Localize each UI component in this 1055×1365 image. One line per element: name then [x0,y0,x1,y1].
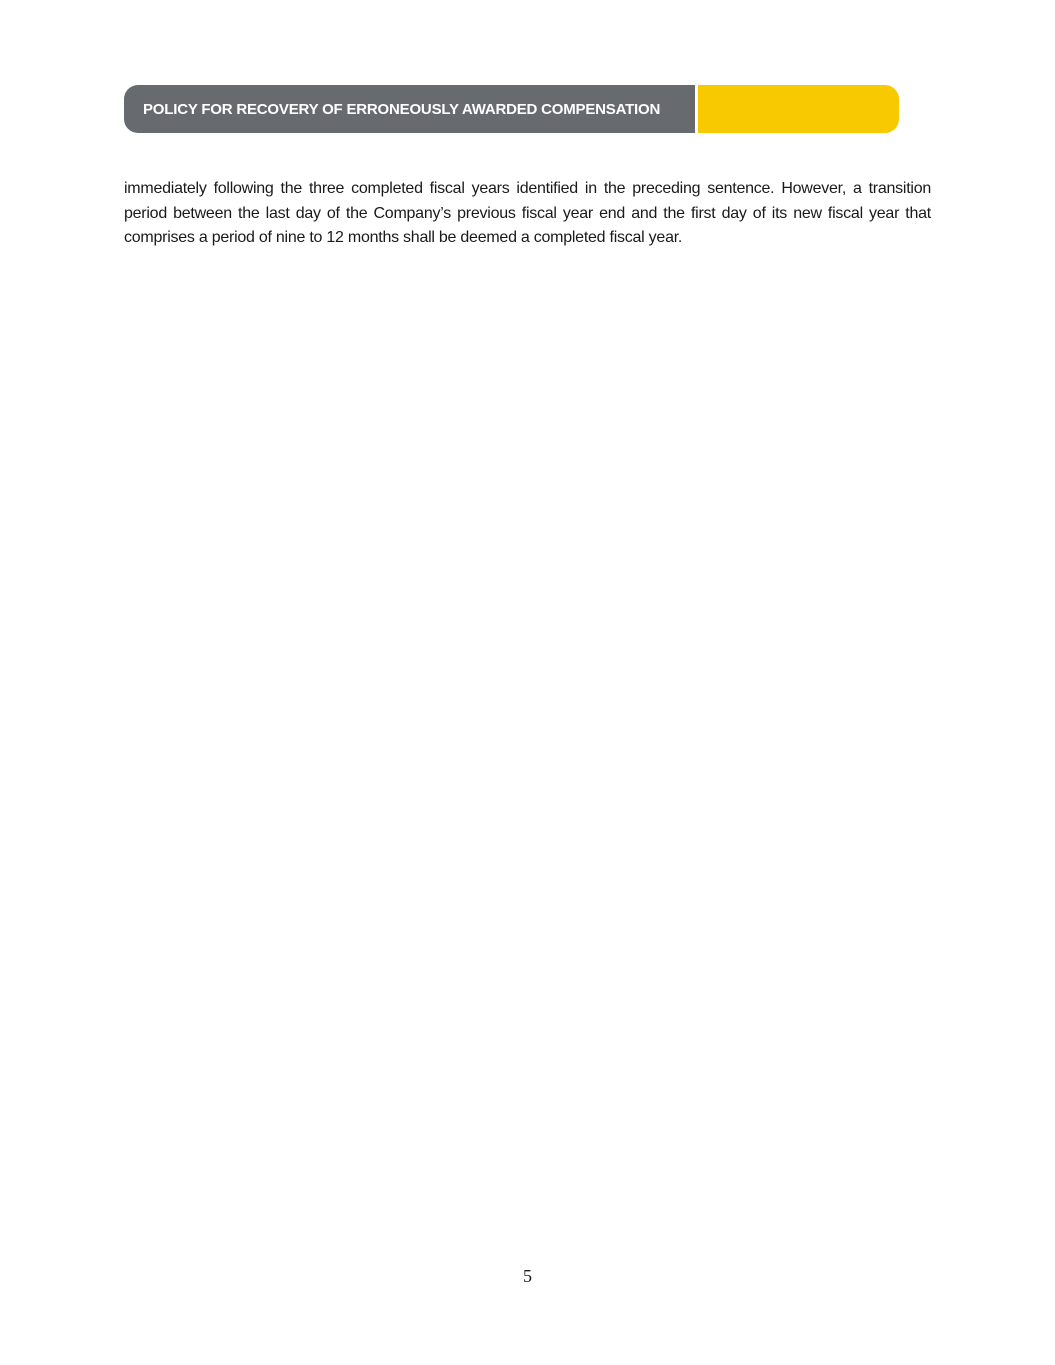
document-title: POLICY FOR RECOVERY OF ERRONEOUSLY AWARDED COMPENSATION [143,100,661,118]
page-number: 5 [523,1266,532,1286]
header-yellow-band [698,85,899,133]
header-gray-band [124,85,695,133]
header-banner [124,85,899,133]
body-paragraph: immediately following the three completed fiscal years identified in the preceding sentence. However, a transition period between the last day of the Company’s previous fiscal year end and the first day of its new fiscal year that comprises a period of nine to 12 months shall be deemed a completed fiscal year. [124,180,931,246]
